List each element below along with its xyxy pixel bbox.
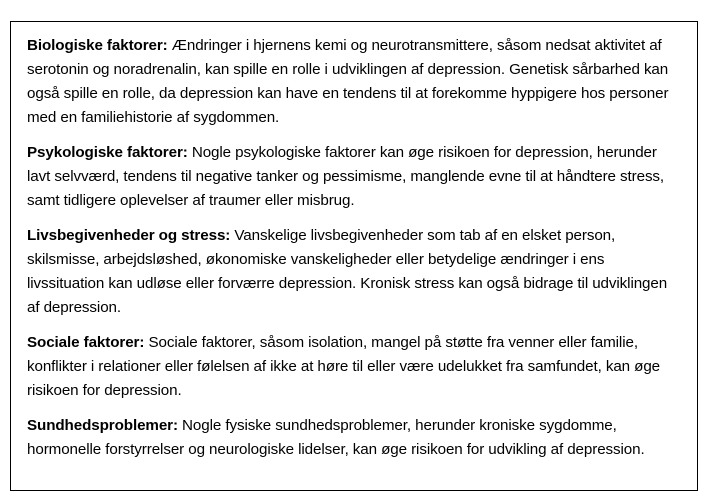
text-box: [10, 21, 698, 491]
section-text: Nogle psykologiske faktorer kan øge risikoen for depression, herunder lavt selvværd, tendens til negative tanker og pessimisme, manglende evne til at håndtere stress, samt tidligere oplevelser af traumer eller misbrug.: [27, 144, 665, 209]
section-biological: [27, 34, 681, 130]
section-heading: Livsbegivenheder og stress:: [27, 227, 231, 244]
section-text: Vanskelige livsbegivenheder som tab af en elsket person, skilsmisse, arbejdsløshed, økonomiske vanskeligheder eller betydelige ændringer i ens livssituation kan udløse eller forværre depression. Kronisk stress kan også bidrage til udviklingen af depression.: [27, 227, 668, 316]
section-life-events: [27, 224, 681, 320]
section-heading: Psykologiske faktorer:: [27, 144, 188, 161]
section-heading: Biologiske faktorer:: [27, 37, 168, 54]
section-text: Nogle fysiske sundhedsproblemer, herunder kroniske sygdomme, hormonelle forstyrrelser og neurologiske lidelser, kan øge risikoen for udvikling af depression.: [27, 417, 645, 458]
section-heading: Sociale faktorer:: [27, 334, 145, 351]
section-text: Ændringer i hjernens kemi og neurotransmittere, såsom nedsat aktivitet af serotonin og noradrenalin, kan spille en rolle i udviklingen af depression. Genetisk sårbarhed kan også spille en rolle, da depression kan have en tendens til at forekomme hyppigere hos personer med en familiehistorie af sygdommen.: [27, 37, 669, 126]
section-text: Sociale faktorer, såsom isolation, mangel på støtte fra venner eller familie, konflikter i relationer eller følelsen af ikke at høre til eller være udelukket fra samfundet, kan øge risikoen for depression.: [27, 334, 661, 399]
section-health: [27, 414, 681, 462]
section-social: [27, 331, 681, 403]
section-heading: Sundhedsproblemer:: [27, 417, 178, 434]
section-psychological: [27, 141, 681, 213]
